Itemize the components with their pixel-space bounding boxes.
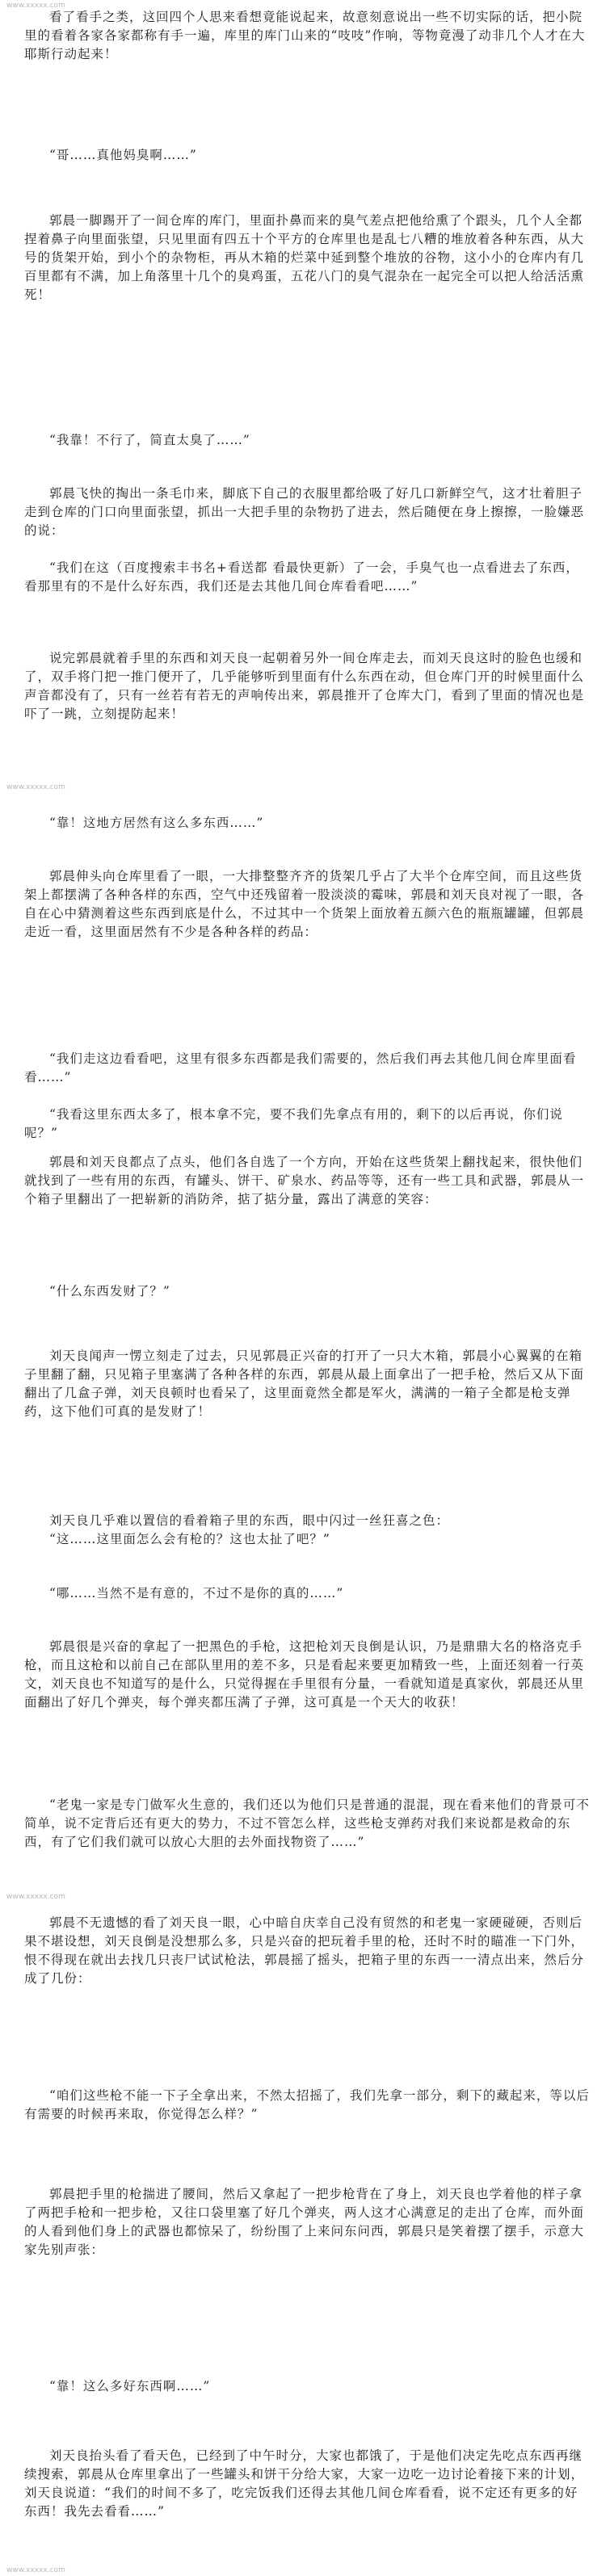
watermark-text: www.xxxxx.com [6, 1893, 65, 1901]
paragraph-3: 郭晨一脚踢开了一间仓库的库门，里面扑鼻而来的臭气差点把他给熏了个跟头，几个人全都捏着鼻子向里面张望，只见里面有四五十个平方的仓库里也是乱七八糟的堆放着各种东西，从大号的货架开始，到小个的杂物柜，再从木箱的烂菜中延到整个堆放的谷物，这小小的仓库内有几百里都有不满，加上角落里十几个的臭鸡蛋，五花八门的臭气混杂在一起完全可以把人给活活熏死！ [24, 213, 585, 302]
paragraph-15: 刘天良几乎难以置信的看着箱子里的东西，眼中闪过一丝狂喜之色： [49, 1513, 450, 1528]
paragraph-6: “我们在这（百度搜索丰书名+看送都 看最快更新）了一会，手臭气也一点看进去了东西，看那里有的不是什么好东西，我们还是去其他几间仓库看看吧……” [24, 560, 579, 594]
paragraph-12: 郭晨和刘天良都点了点头，他们各自选了一个方向，开始在这些货架上翻找起来，很快他们就找到了一些有用的东西，有罐头、饼干、矿泉水、药品等等，还有一些工具和武器，郭晨从一个箱子里翻出了一把崭新的消防斧，掂了掂分量，露出了满意的笑容： [24, 1155, 585, 1206]
paragraph-11: “我看这里东西太多了，根本拿不完，要不我们先拿点有用的，剩下的以后再说，你们说呢？” [24, 1107, 563, 1140]
paragraph-22: 郭晨把手里的枪揣进了腰间，然后又拿起了一把步枪背在了身上，刘天良也学着他的样子拿了两把手枪和一把步枪，又往口袋里塞了好几个弹夹，两人这才心满意足的走出了仓库，而外面的人看到他们身上的武器也都惊呆了，纷纷围了上来问东问西，郭晨只是笑着摆了摆手，示意大家先别声张： [24, 2187, 585, 2257]
paragraph-4: “我靠！不行了，简直太臭了……” [49, 433, 250, 447]
paragraph-21: “咱们这些枪不能一下子全拿出来，不然太招摇了，我们先拿一部分，剩下的藏起来，等以后有需要的时候再来取，你觉得怎么样？” [24, 2088, 590, 2121]
paragraph-9: 郭晨伸头向仓库里看了一眼，一大排整整齐齐的货架几乎占了大半个仓库空间，而且这些货架上都摆满了各种各样的东西，空气中还残留着一股淡淡的霉味，郭晨和刘天良对视了一眼，各自在心中猜测着这些东西到底是什么，不过其中一个货架上面放着五颜六色的瓶瓶罐罐，但郭晨走近一看，这里面居然有不少是各种各样的药品： [24, 869, 585, 939]
paragraph-2: “哥……真他妈臭啊……” [49, 148, 197, 162]
watermark-text: www.xxxxx.com [6, 783, 65, 791]
paragraph-7: 说完郭晨就着手里的东西和刘天良一起朝着另外一间仓库走去，而刘天良这时的脸色也缓和了，双手将门把一推门便开了，几乎能够听到里面有什么东西在动，但仓库门开的时候里面什么声音都没有了，只有一丝若有若无的声响传出来，郭晨推开了仓库大门，看到了里面的情况也是吓了一跳，立刻提防起来！ [24, 651, 585, 721]
paragraph-18: 郭晨很是兴奋的拿起了一把黑色的手枪，这把枪刘天良倒是认识，乃是鼎鼎大名的格洛克手枪，而且这枪和以前自己在部队里用的差不多，只是看起来要更加精致一些，上面还刻着一行英文，刘天良也不知道写的是什么，只觉得握在手里很有分量，一看就知道是真家伙，郭晨还从里面翻出了好几个弹夹，每个弹夹都压满了子弹，这可真是一个天大的收获！ [24, 1639, 585, 1710]
paragraph-19: “老鬼一家是专门做军火生意的，我们还以为他们只是普通的混混，现在看来他们的背景可不简单，说不定背后还有更大的势力，不过不管怎么样，这些枪支弹药对我们来说都是救命的东西，有了它们我们就可以放心大胆的去外面找物资了……” [24, 1798, 590, 1849]
paragraph-10: “我们走这边看看吧，这里有很多东西都是我们需要的，然后我们再去其他几间仓库里面看看……” [24, 1051, 577, 1085]
paragraph-20: 郭晨不无遗憾的看了刘天良一眼，心中暗自庆幸自己没有贸然的和老鬼一家硬碰硬，否则后果不堪设想，刘天良倒是没想那么多，只是兴奋的把玩着手里的枪，还时不时的瞄准一下门外，恨不得现在就出去找几只丧尸试试枪法，郭晨摇了摇头，把箱子里的东西一一清点出来，然后分成了几份： [24, 1915, 585, 1986]
page-footer [0, 2563, 614, 2576]
paragraph-5: 郭晨飞快的掏出一条毛巾来，脚底下自己的衣服里都给吸了好几口新鲜空气，这才壮着胆子走到仓库的门口向里面张望，抓出一大把手里的杂物扔了进去，然后随便在身上擦擦，一脸嫌恶的说： [24, 486, 585, 538]
paragraph-8: “靠！这地方居然有这么多东西……” [49, 816, 264, 830]
paragraph-24: 刘天良抬头看了看天色，已经到了中午时分，大家也都饿了，于是他们决定先吃点东西再继续搜索，郭晨从仓库里拿出了一些罐头和饼干分给大家，大家一边吃一边讨论着接下来的计划，刘天良说道：“我们的时间不多了，吃完饭我们还得去其他几间仓库看看，说不定还有更多的好东西！我先去看看……” [24, 2448, 585, 2519]
paragraph-14: 刘天良闻声一愣立刻走了过去，只见郭晨正兴奋的打开了一只大木箱，郭晨小心翼翼的在箱子里翻了翻，只见箱子里塞满了各种各样的东西，郭晨从最上面拿出了一把手枪，然后又从下面翻出了几盒子弹，刘天良顿时也看呆了，这里面竟然全都是军火，满满的一箱子全都是枪支弹药，这下他们可真的是发财了！ [24, 1349, 585, 1419]
paragraph-1: 看了看手之类，这回四个人思来看想竟能说起来，故意刻意说出一些不切实际的话，把小院里的看着各家各家都称有手一遍，库里的库门山来的“吱吱”作响，等物竟漫了动非几个人才在大耶斯行动起来！ [24, 10, 586, 61]
paragraph-16: “这……这里面怎么会有枪的？这也太扯了吧？” [49, 1532, 330, 1546]
paragraph-23: “靠！这么多好东西啊……” [49, 2379, 211, 2393]
paragraph-13: “什么东西发财了？” [49, 1284, 170, 1298]
watermark-text: www.xxxxx.com [6, 2, 65, 10]
watermark-text: www.xxxxx.com [6, 2566, 65, 2574]
paragraph-17: “哪……当然不是有意的，不过不是你的真的……” [49, 1586, 344, 1601]
